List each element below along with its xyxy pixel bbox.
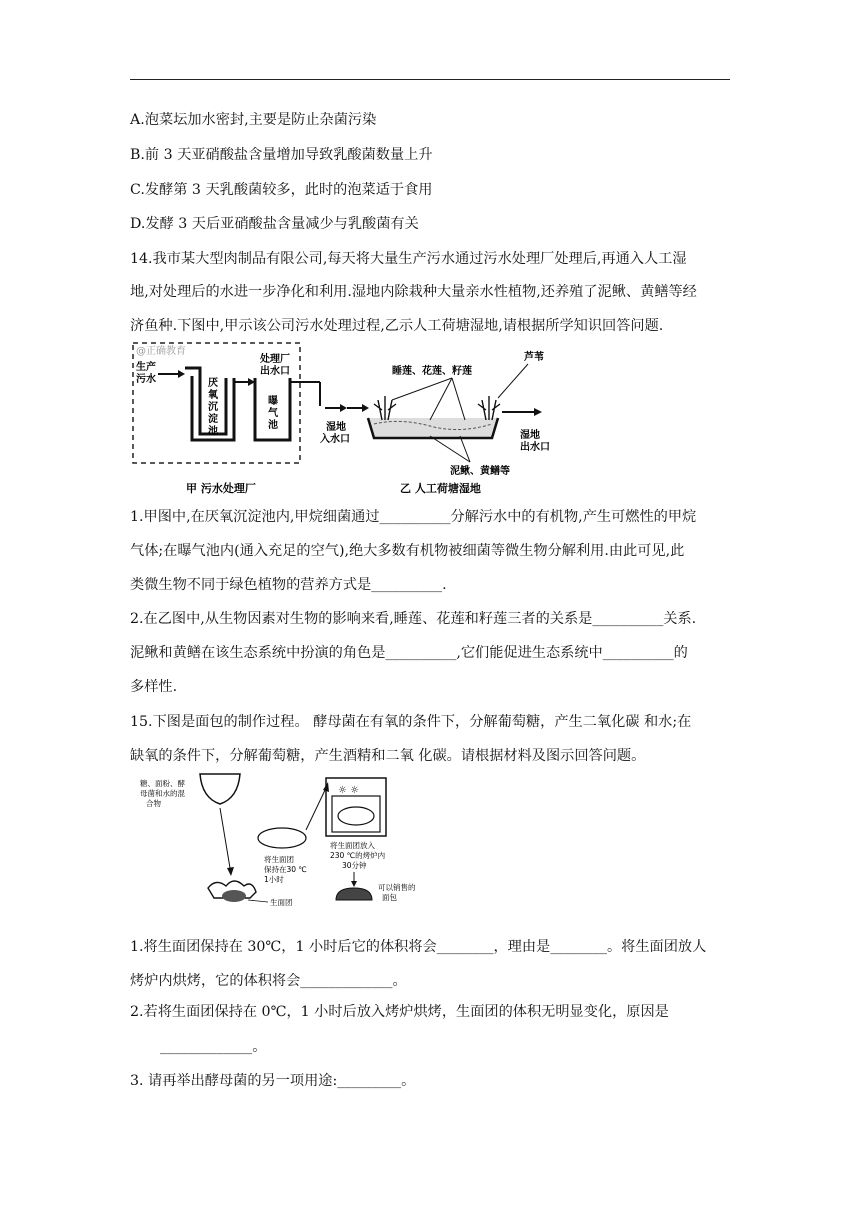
option-c: C.发酵第 3 天乳酸菌较多，此时的泡菜适于食用 [130, 182, 433, 198]
keep-label: 将生面团 保持在30 ℃ 1小时 [264, 855, 307, 884]
flow-arrow-1 [220, 808, 230, 868]
q15-stem-line-2: 缺氧的条件下，分解葡萄糖，产生酒精和二氧 化碳。请根据材料及图示回答问题。 [130, 748, 646, 764]
q14-stem-line-2: 地,对处理后的水进一步净化和利用.湿地内除栽种大量亲水性植物,还养殖了泥鳅、黄鳝等经 [130, 284, 697, 300]
q14-2-line-1: 2.在乙图中,从生物因素对生物的影响来看,睡莲、花莲和籽莲三者的关系是__________关系. [130, 611, 697, 627]
plant-outlet-label: 处理厂出水口 [260, 354, 290, 377]
option-b: B.前 3 天亚硝酸盐含量增加导致乳酸菌数量上升 [130, 147, 433, 163]
q15-2-line-2: _____________。 [160, 1039, 267, 1055]
q14-1-line-2: 气体;在曝气池内(通入充足的空气),绝大多数有机物被细菌等微生物分解利用.由此可见,此 [130, 543, 685, 559]
oven-label: 将生面团放入 230 ℃的烤炉内 30分钟 [330, 841, 386, 870]
q14-stem-line-1: 14.我市某大型肉制品有限公司,每天将大量生产污水通过污水处理厂处理后,再通入人工湿 [130, 251, 687, 267]
plants-label-text: 睡莲、花莲、籽莲 [392, 366, 472, 377]
fish-label: 泥鳅、黄鳝等 [450, 466, 510, 477]
q15-1-line-1: 1.将生面团保持在 30℃，1 小时后它的体积将会________，理由是________。将生面团放人 [130, 939, 707, 955]
mixing-bowl [200, 774, 240, 804]
anaerobic-tank-label: 厌氧沉淀池 [208, 378, 218, 437]
q14-1-line-3: 类微生物不同于绿色植物的营养方式是__________. [130, 577, 447, 593]
wetland-outlet-label: 湿地出水口 [520, 430, 550, 453]
bread-making-figure [130, 768, 440, 918]
option-a: A.泡菜坛加水密封,主要是防止杂菌污染 [130, 112, 377, 128]
oven-bread [338, 807, 374, 825]
oven-heat-icon: ☼ ☼ [338, 785, 360, 796]
option-d: D.发酵 3 天后亚硝酸盐含量减少与乳酸菌有关 [130, 216, 419, 232]
q15-1-line-2: 烤炉内烘烤，它的体积将会_____________。 [130, 973, 407, 989]
wetland-inlet-label: 湿地入水口 [320, 422, 350, 445]
q15-stem-line-1: 15.下图是面包的制作过程。 酵母菌在有氧的条件下，分解葡萄糖，产生二氧化碳 和水;在 [130, 714, 692, 730]
q15-2-line-1: 2.若将生面团保持在 0℃，1 小时后放入烤炉烘烤，生面团的体积无明显变化，原因是 [130, 1004, 669, 1020]
bread-label: 可以销售的 面包 [378, 883, 416, 902]
dough-ball [222, 890, 246, 902]
q15-3: 3. 请再举出酵母菌的另一项用途:_________。 [130, 1073, 416, 1089]
caption-b: 乙 人工荷塘湿地 [400, 482, 481, 495]
q14-1-line-1: 1.甲图中,在厌氧沉淀池内,甲烷细菌通过__________分解污水中的有机物,产生可燃性的甲烷 [130, 509, 697, 525]
q14-2-line-2: 泥鳅和黄鳝在该生态系统中扮演的角色是__________,它们能促进生态系统中__________的 [130, 645, 688, 661]
header-rule [130, 79, 730, 80]
inflow-label: 生产污水 [136, 362, 156, 385]
watermark-text: @正确教育 [136, 346, 186, 357]
aeration-tank-label: 曝气池 [268, 396, 278, 431]
mix-label: 糖、面粉、酵 母菌和水的混 合物 [140, 779, 185, 808]
rising-dough [258, 828, 306, 848]
finished-bread [336, 888, 372, 900]
q14-2-line-3: 多样性. [130, 679, 178, 695]
q14-stem-line-3: 济鱼种.下图中,甲示该公司污水处理过程,乙示人工荷塘湿地,请根据所学知识回答问题. [130, 318, 664, 334]
caption-a: 甲 污水处理厂 [186, 482, 256, 495]
wastewater-wetland-figure [130, 338, 560, 498]
dough-label: 生面团 [270, 898, 293, 907]
reed-label: 芦苇 [524, 352, 544, 363]
wetland-basin [368, 418, 498, 438]
